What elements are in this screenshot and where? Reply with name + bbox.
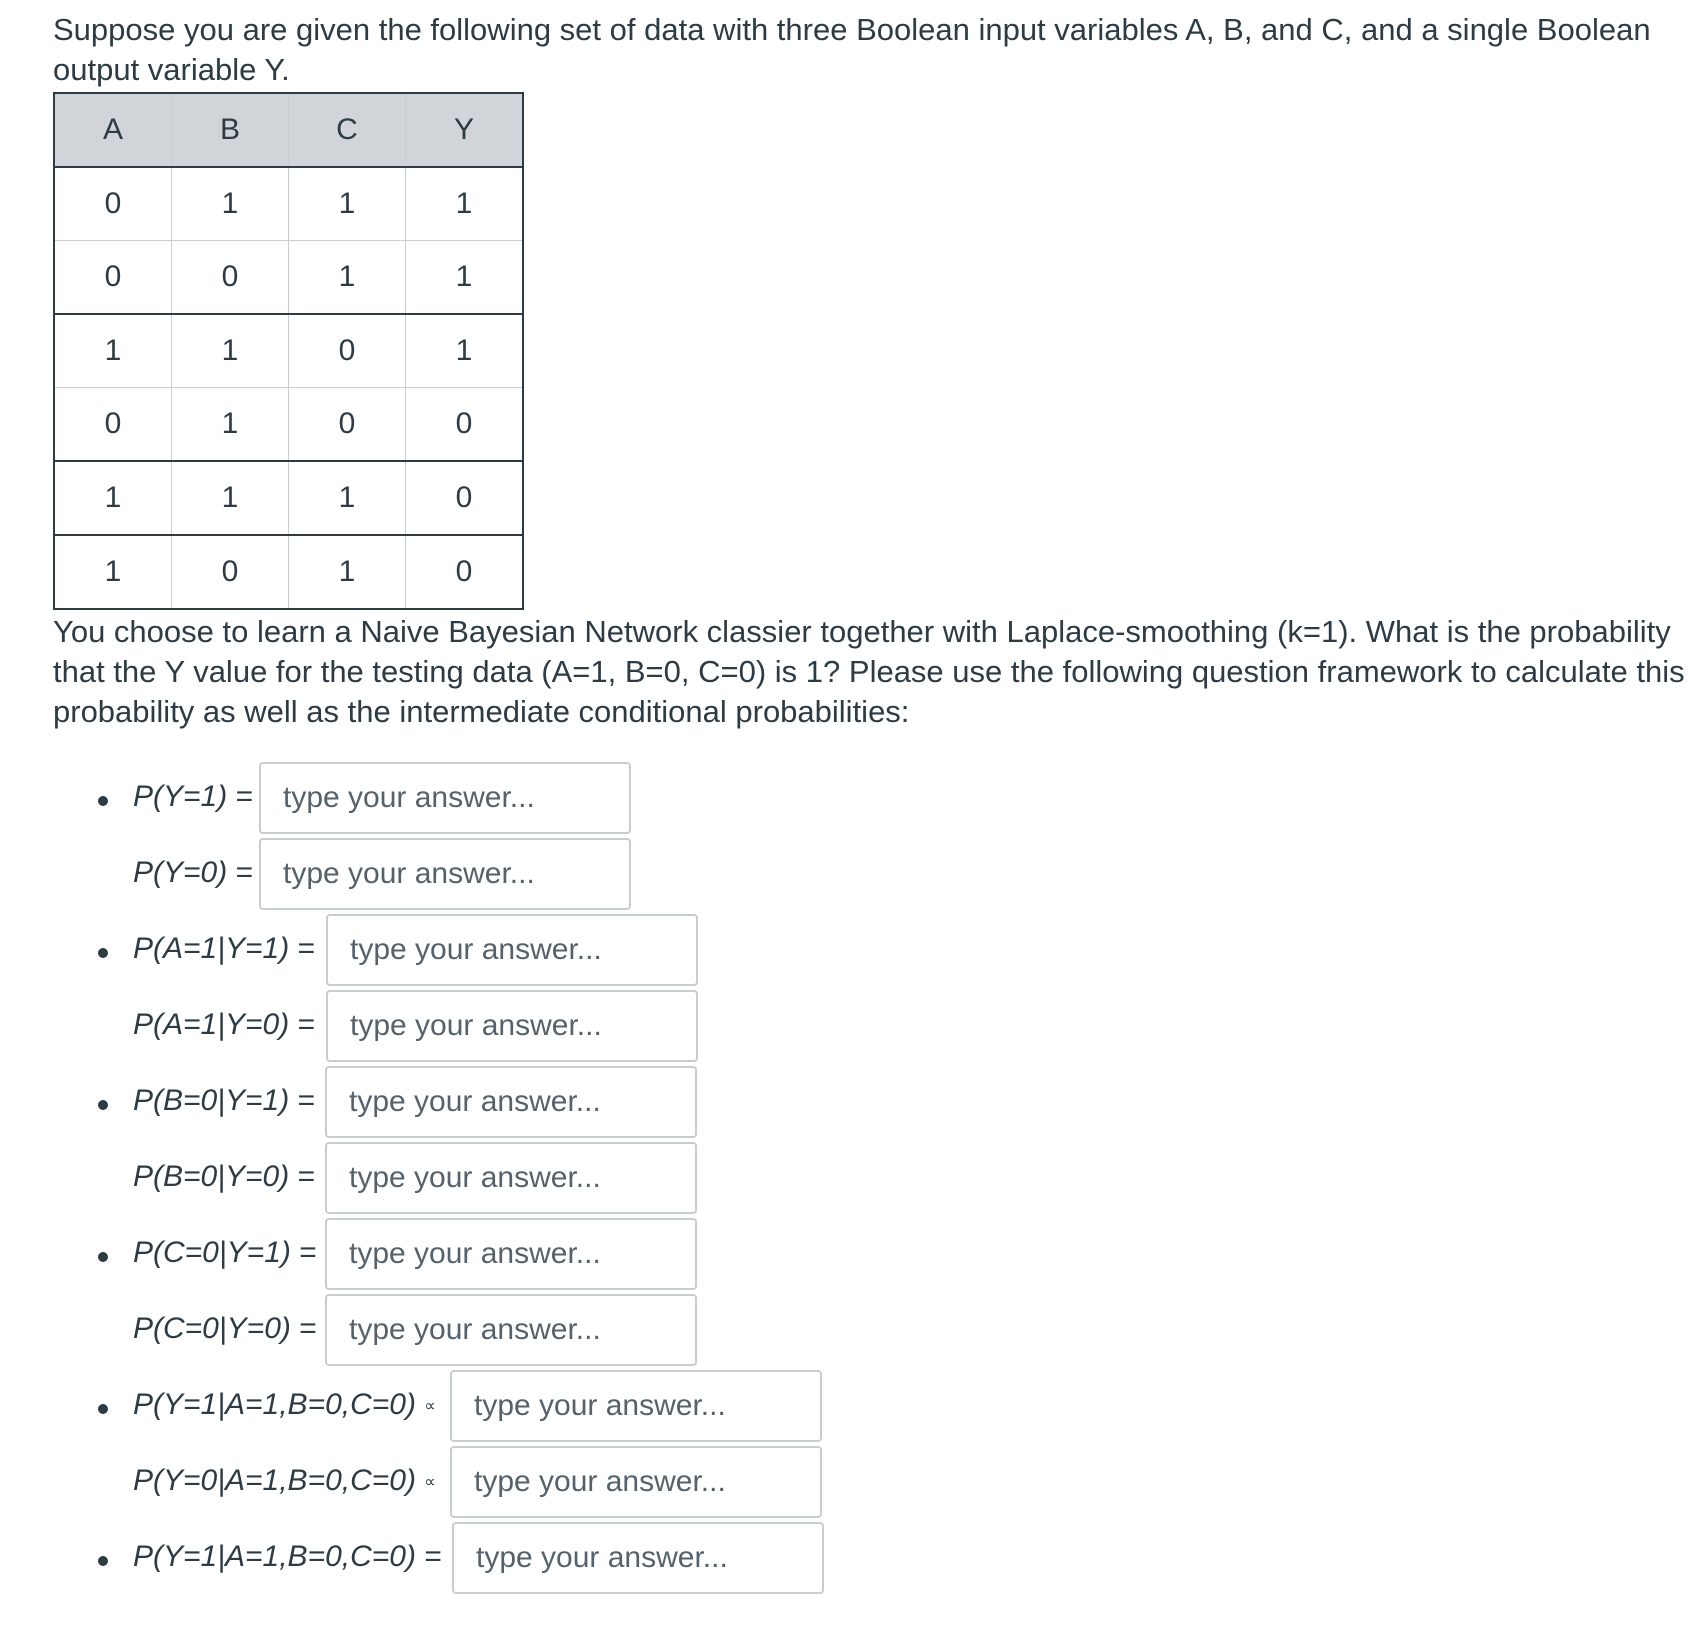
question-label: P(Y=1|A=1,B=0,C=0) ∝ xyxy=(133,1388,436,1421)
table-cell: 1 xyxy=(172,388,289,462)
table-row xyxy=(54,241,523,315)
question-row xyxy=(53,1446,1693,1522)
table-header-row xyxy=(54,93,523,167)
question-label: P(C=0|Y=0) = xyxy=(133,1312,317,1345)
answer-input-p-y1-given-x-prop[interactable] xyxy=(450,1370,822,1442)
answer-input-p-c0-y1[interactable] xyxy=(325,1218,697,1290)
header-c: C xyxy=(289,93,406,167)
table-cell: 0 xyxy=(289,388,406,462)
answer-input-p-c0-y0[interactable] xyxy=(325,1294,697,1366)
table-row xyxy=(54,461,523,535)
header-b: B xyxy=(172,93,289,167)
question-row xyxy=(53,1218,1693,1294)
question-label: P(Y=1) = xyxy=(133,780,254,813)
answer-input-p-a1-y1[interactable] xyxy=(326,914,698,986)
table-cell: 1 xyxy=(289,461,406,535)
bullet-icon xyxy=(98,796,108,806)
question-list xyxy=(53,762,1693,1598)
table-cell: 1 xyxy=(172,314,289,388)
table-cell: 0 xyxy=(172,535,289,609)
answer-input-p-y0-given-x-prop[interactable] xyxy=(450,1446,822,1518)
table-row xyxy=(54,388,523,462)
intro-text: Suppose you are given the following set of data with three Boolean input variables A, B, and C, and a single Boolean output variable Y. xyxy=(53,12,1651,87)
data-table xyxy=(53,92,524,610)
table-cell: 1 xyxy=(289,241,406,315)
table-cell: 1 xyxy=(289,167,406,241)
question-label: P(A=1|Y=0) = xyxy=(133,1008,316,1041)
question-label: P(C=0|Y=1) = xyxy=(133,1236,317,1269)
answer-input-p-b0-y1[interactable] xyxy=(325,1066,697,1138)
header-a: A xyxy=(54,93,172,167)
table-row xyxy=(54,314,523,388)
question-row xyxy=(53,914,1693,990)
bullet-icon xyxy=(98,948,108,958)
question-row xyxy=(53,1522,1693,1598)
question-label: P(Y=1|A=1,B=0,C=0) = xyxy=(133,1540,442,1573)
bullet-icon xyxy=(98,1404,108,1414)
question-row xyxy=(53,1370,1693,1446)
table-cell: 0 xyxy=(289,314,406,388)
question-row xyxy=(53,1142,1693,1218)
table-cell: 0 xyxy=(406,388,524,462)
question-row xyxy=(53,1294,1693,1370)
table-cell: 1 xyxy=(289,535,406,609)
table-cell: 0 xyxy=(54,241,172,315)
table-cell: 0 xyxy=(54,167,172,241)
question-row xyxy=(53,762,1693,838)
bullet-icon xyxy=(98,1556,108,1566)
table-cell: 0 xyxy=(406,461,524,535)
question-row xyxy=(53,1066,1693,1142)
question-page xyxy=(53,10,1693,1598)
answer-input-p-y0[interactable] xyxy=(259,838,631,910)
answer-input-p-b0-y0[interactable] xyxy=(325,1142,697,1214)
header-y: Y xyxy=(406,93,524,167)
table-cell: 1 xyxy=(54,535,172,609)
table-cell: 0 xyxy=(54,388,172,462)
question-label: P(B=0|Y=0) = xyxy=(133,1160,316,1193)
question-label: P(Y=0) = xyxy=(133,856,254,889)
question-text: You choose to learn a Naive Bayesian Network classier together with Laplace-smoothing (k=1). What is the probability that the Y value for the testing data (A=1, B=0, C=0) is 1? Please use the following question framework to calculate this probability as well as the intermediate conditional probabilities: xyxy=(53,614,1685,729)
table-cell: 1 xyxy=(54,461,172,535)
table-cell: 1 xyxy=(406,241,524,315)
table-row xyxy=(54,167,523,241)
bullet-icon xyxy=(98,1252,108,1262)
question-row xyxy=(53,838,1693,914)
question-label: P(Y=0|A=1,B=0,C=0) ∝ xyxy=(133,1464,436,1497)
answer-input-p-a1-y0[interactable] xyxy=(326,990,698,1062)
answer-input-p-y1[interactable] xyxy=(259,762,631,834)
table-row xyxy=(54,535,523,609)
question-row xyxy=(53,990,1693,1066)
table-cell: 1 xyxy=(172,461,289,535)
table-cell: 1 xyxy=(406,167,524,241)
question-label: P(B=0|Y=1) = xyxy=(133,1084,316,1117)
bullet-icon xyxy=(98,1100,108,1110)
table-cell: 0 xyxy=(172,241,289,315)
question-label: P(A=1|Y=1) = xyxy=(133,932,316,965)
answer-input-p-y1-given-x-final[interactable] xyxy=(452,1522,824,1594)
table-cell: 0 xyxy=(455,555,473,588)
table-cell: 1 xyxy=(172,167,289,241)
table-cell: 1 xyxy=(406,314,524,388)
table-cell: 1 xyxy=(54,314,172,388)
